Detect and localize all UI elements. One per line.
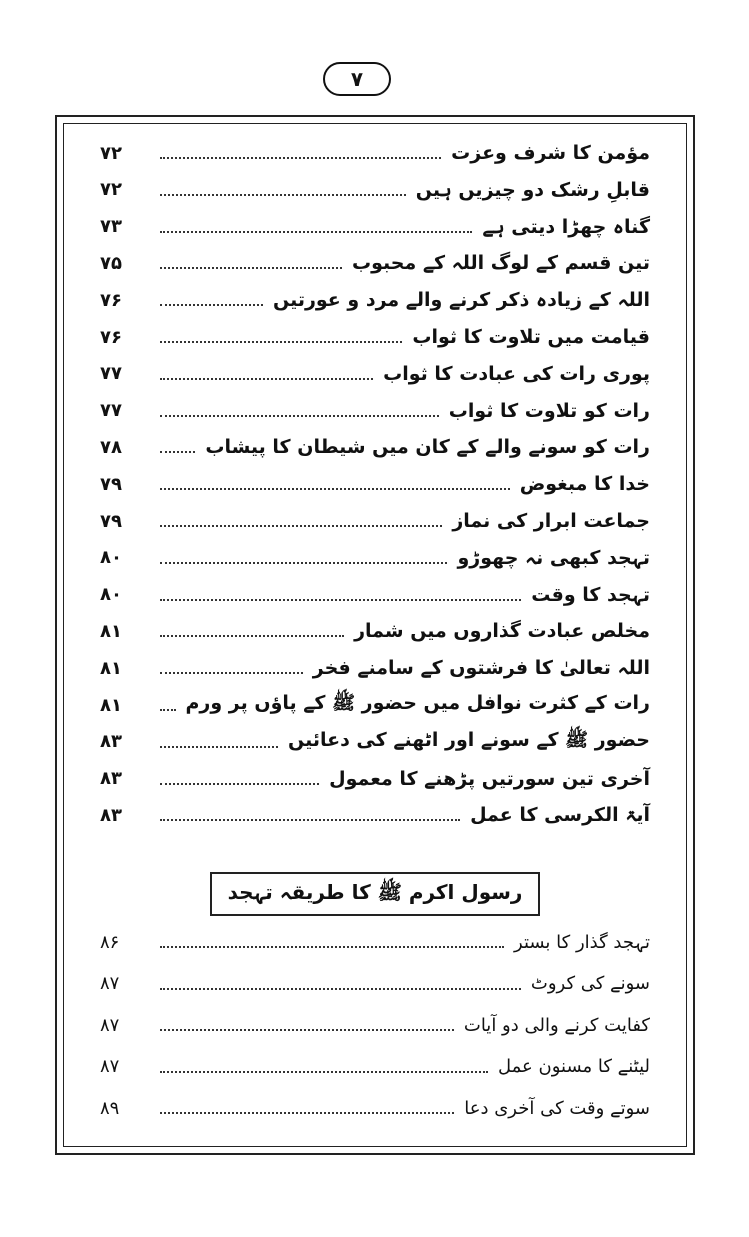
toc-title: رات کے کثرت نوافل میں حضور ﷺ کے پاؤں پر ورم	[185, 692, 650, 714]
toc-entry	[100, 394, 650, 428]
toc-entry	[100, 136, 650, 170]
toc-dot-leader	[160, 488, 510, 490]
toc-page-number: ۸۰	[100, 584, 122, 606]
toc-entry	[100, 504, 650, 538]
toc-dot-leader	[160, 231, 472, 233]
toc-title: قابلِ رشک دو چیزیں ہیں	[415, 178, 650, 201]
toc-dot-leader	[160, 1071, 488, 1073]
section-heading: رسول اکرم ﷺ کا طریقہ تہجد	[227, 879, 523, 904]
toc-page-number: ۸۱	[100, 694, 122, 716]
toc-title: سونے کی کروٹ	[530, 973, 650, 994]
toc-dot-leader	[160, 378, 373, 380]
toc-page-number: ۷۸	[100, 436, 122, 458]
toc-page-number: ۸۱	[100, 620, 122, 642]
toc-dot-leader	[160, 304, 263, 306]
toc-page-number: ۷۶	[100, 326, 122, 348]
toc-entry	[100, 688, 650, 722]
toc-entry	[100, 430, 650, 464]
toc-page-number: ۷۳	[100, 216, 122, 238]
toc-dot-leader	[160, 599, 521, 601]
toc-title: جماعت ابرار کی نماز	[452, 510, 650, 532]
toc-title: تہجد گذار کا بستر	[514, 931, 650, 953]
toc-title: تہجد کبھی نہ چھوڑو	[457, 546, 650, 569]
toc-title: مخلص عبادت گذاروں میں شمار	[354, 620, 650, 643]
toc-dot-leader	[160, 525, 442, 527]
toc-title: رات کو تلاوت کا ثواب	[448, 399, 650, 422]
toc-dot-leader	[160, 157, 441, 159]
toc-page-number: ۷۹	[100, 473, 122, 495]
toc-dot-leader	[160, 451, 195, 453]
toc-page-number: ۷۹	[100, 510, 122, 532]
toc-dot-leader	[160, 1029, 454, 1031]
toc-dot-leader	[160, 672, 303, 674]
toc-entry	[100, 246, 650, 280]
toc-page-number: ۸۷	[100, 1014, 120, 1036]
toc-entry	[100, 357, 650, 391]
toc-title: اللہ تعالیٰ کا فرشتوں کے سامنے فخر	[312, 657, 650, 680]
toc-dot-leader	[160, 415, 439, 417]
toc-title: اللہ کے زیادہ ذکر کرنے والے مرد و عورتیں	[272, 289, 650, 312]
toc-entry	[100, 173, 650, 207]
toc-dot-leader	[160, 988, 521, 990]
toc-title: آیۃ الکرسی کا عمل	[470, 804, 650, 827]
toc-page-number: ۷۷	[100, 363, 122, 385]
toc-dot-leader	[160, 341, 402, 343]
toc-title: خدا کا مبغوض	[519, 473, 650, 496]
toc-entry	[100, 967, 650, 1001]
page-number: ۷	[350, 67, 364, 91]
page-number-badge	[323, 62, 391, 96]
toc-entry	[100, 1050, 650, 1084]
toc-title: کفایت کرنے والی دو آیات	[463, 1014, 650, 1036]
toc-title: آخری تین سورتیں پڑھنے کا معمول	[329, 767, 650, 790]
toc-page-number: ۷۶	[100, 289, 122, 311]
toc-page-number: ۸۷	[100, 973, 120, 994]
toc-page-number: ۸۷	[100, 1056, 120, 1077]
toc-entry	[100, 578, 650, 612]
toc-entry	[100, 925, 650, 959]
toc-page-number: ۸۳	[100, 768, 122, 790]
toc-entry	[100, 541, 650, 575]
toc-entry	[100, 725, 650, 759]
toc-dot-leader	[160, 194, 406, 196]
toc-entry	[100, 651, 650, 685]
toc-page-number: ۷۲	[100, 179, 122, 201]
toc-dot-leader	[160, 267, 342, 269]
toc-entry	[100, 320, 650, 354]
toc-page-number: ۸۳	[100, 804, 122, 826]
toc-entry	[100, 283, 650, 317]
toc-page-number: ۷۲	[100, 142, 122, 164]
toc-title: تہجد کا وقت	[531, 583, 650, 606]
toc-dot-leader	[160, 709, 176, 711]
toc-title: لیٹنے کا مسنون عمل	[498, 1056, 650, 1077]
toc-dot-leader	[160, 1112, 454, 1114]
toc-entry	[100, 762, 650, 796]
toc-page-number: ۷۷	[100, 400, 122, 422]
toc-title: قیامت میں تلاوت کا ثواب	[412, 326, 650, 348]
toc-dot-leader	[160, 819, 460, 821]
toc-page-number: ۸۳	[100, 731, 122, 753]
toc-title: تین قسم کے لوگ اللہ کے محبوب	[352, 252, 650, 275]
toc-entry	[100, 1008, 650, 1042]
toc-page-number: ۷۵	[100, 252, 122, 274]
toc-title: پوری رات کی عبادت کا ثواب	[383, 362, 650, 385]
toc-entry	[100, 210, 650, 244]
toc-title: گناہ چھڑا دیتی ہے	[482, 215, 650, 238]
toc-page-number: ۸۹	[100, 1097, 120, 1119]
toc-dot-leader	[160, 746, 278, 748]
toc-dot-leader	[160, 783, 319, 785]
toc-entry	[100, 1091, 650, 1125]
section-heading-box	[210, 872, 540, 916]
toc-page-number: ۸۱	[100, 657, 122, 679]
toc-title: مؤمن کا شرف وعزت	[451, 142, 650, 164]
toc-entry	[100, 467, 650, 501]
toc-title: حضور ﷺ کے سونے اور اٹھنے کی دعائیں	[287, 728, 650, 751]
toc-page-number: ۸۰	[100, 547, 122, 569]
toc-title: سوتے وقت کی آخری دعا	[464, 1097, 650, 1119]
toc-dot-leader	[160, 562, 447, 564]
toc-entry	[100, 798, 650, 832]
toc-entry	[100, 614, 650, 648]
toc-page-number: ۸۶	[100, 931, 120, 953]
toc-dot-leader	[160, 946, 504, 948]
toc-dot-leader	[160, 635, 344, 637]
toc-title: رات کو سونے والے کے کان میں شیطان کا پیشاب	[205, 436, 650, 459]
